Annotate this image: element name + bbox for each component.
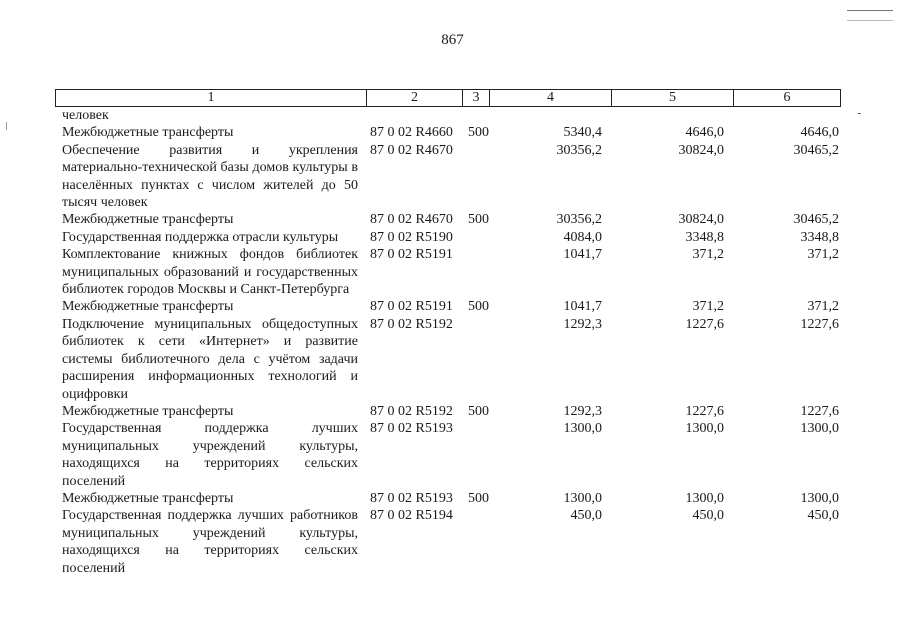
- scan-mark: [6, 122, 7, 130]
- row-value-col6: 371,2: [807, 299, 839, 315]
- row-expense-type: 500: [468, 212, 489, 228]
- page-number: 867: [441, 32, 464, 48]
- header-col-5: 5: [612, 90, 734, 106]
- table-row: [62, 316, 842, 403]
- row-value-col6: 1300,0: [800, 421, 839, 437]
- row-code: 87 0 02 R5191: [370, 247, 453, 263]
- row-value-col6: 1227,6: [800, 316, 839, 332]
- row-value-col5: 450,0: [692, 508, 724, 524]
- row-value-col5: 371,2: [692, 299, 724, 315]
- row-value-col6: 450,0: [807, 508, 839, 524]
- table-row: [62, 246, 842, 298]
- row-code: 87 0 02 R4670: [370, 142, 453, 158]
- row-description: Обеспечение развития и укрепления материально-технической базы домов культуры в населённых пунктах с числом жителей до 50 тысяч человек: [62, 142, 358, 211]
- row-expense-type: 500: [468, 299, 489, 315]
- table-row: [62, 229, 842, 246]
- row-description: Государственная поддержка лучших муниципальных учреждений культуры, находящихся на территориях сельских поселений: [62, 421, 358, 489]
- table-row: [62, 142, 842, 212]
- row-description: Подключение муниципальных общедоступных библиотек к сети «Интернет» и развитие системы библиотечного дела с учётом задачи расширения информационных технологий и оцифровки: [62, 316, 358, 402]
- row-expense-type: 500: [468, 125, 489, 141]
- table-row: [62, 403, 842, 420]
- table-row: [62, 107, 842, 124]
- row-code: 87 0 02 R5193: [370, 421, 453, 437]
- header-col-4: 4: [490, 90, 612, 106]
- row-description: Межбюджетные трансферты: [62, 212, 234, 228]
- row-description: Государственная поддержка отрасли культуры: [62, 229, 339, 245]
- row-code: 87 0 02 R5193: [370, 490, 453, 506]
- row-description: Межбюджетные трансферты: [62, 490, 234, 506]
- header-col-3: 3: [463, 90, 490, 106]
- header-col-1: 1: [56, 90, 367, 106]
- row-code: 87 0 02 R5192: [370, 403, 453, 419]
- table-header: [55, 89, 841, 107]
- row-value-col4: 1292,3: [563, 316, 602, 332]
- row-value-col4: 30356,2: [556, 142, 602, 158]
- row-value-col6: 30465,2: [793, 142, 839, 158]
- row-value-col4: 1041,7: [563, 247, 602, 263]
- row-value-col5: 3348,8: [685, 229, 724, 245]
- row-expense-type: 500: [468, 490, 489, 506]
- row-value-col4: 4084,0: [563, 229, 602, 245]
- row-value-col6: 1300,0: [800, 490, 839, 506]
- row-description: Межбюджетные трансферты: [62, 299, 234, 315]
- scan-mark: [847, 10, 893, 11]
- table-row: [62, 298, 842, 315]
- row-value-col6: 4646,0: [800, 125, 839, 141]
- row-expense-type: 500: [468, 403, 489, 419]
- row-value-col5: 30824,0: [678, 212, 724, 228]
- table-row: [62, 211, 842, 228]
- row-value-col4: 30356,2: [556, 212, 602, 228]
- row-description: Межбюджетные трансферты: [62, 125, 234, 141]
- row-value-col5: 1227,6: [685, 403, 724, 419]
- row-code: 87 0 02 R5192: [370, 316, 453, 332]
- row-value-col6: 371,2: [807, 247, 839, 263]
- row-code: 87 0 02 R4670: [370, 212, 453, 228]
- header-col-6: 6: [783, 90, 791, 105]
- row-value-col5: 4646,0: [685, 125, 724, 141]
- row-value-col6: 1227,6: [800, 403, 839, 419]
- row-value-col5: 1300,0: [685, 421, 724, 437]
- row-value-col4: 450,0: [570, 508, 602, 524]
- table-row: [62, 420, 842, 490]
- row-value-col4: 5340,4: [563, 125, 602, 141]
- row-description: Государственная поддержка лучших работников муниципальных учреждений культуры, находящихся на территориях сельских поселений: [62, 508, 358, 576]
- row-value-col6: 30465,2: [793, 212, 839, 228]
- row-code: 87 0 02 R5191: [370, 299, 453, 315]
- table-body: [62, 107, 842, 577]
- row-value-col6: 3348,8: [800, 229, 839, 245]
- row-value-col5: 371,2: [692, 247, 724, 263]
- row-code: 87 0 02 R5194: [370, 508, 453, 524]
- table-row: [62, 124, 842, 141]
- table-row: [62, 507, 842, 577]
- scan-mark: [847, 20, 893, 21]
- row-description: человек: [62, 108, 109, 123]
- row-value-col5: 1227,6: [685, 316, 724, 332]
- row-description: Комплектование книжных фондов библиотек муниципальных образований и государственных библиотек городов Москвы и Санкт-Петербурга: [62, 247, 358, 298]
- row-value-col4: 1300,0: [563, 490, 602, 506]
- row-code: 87 0 02 R4660: [370, 125, 453, 141]
- header-col-2: 2: [367, 90, 463, 106]
- row-value-col4: 1292,3: [563, 403, 602, 419]
- row-value-col5: 1300,0: [685, 490, 724, 506]
- table-row: [62, 490, 842, 507]
- row-code: 87 0 02 R5190: [370, 229, 453, 245]
- scan-mark: -: [857, 108, 861, 119]
- row-value-col4: 1041,7: [563, 299, 602, 315]
- row-value-col4: 1300,0: [563, 421, 602, 437]
- row-description: Межбюджетные трансферты: [62, 403, 234, 419]
- row-value-col5: 30824,0: [678, 142, 724, 158]
